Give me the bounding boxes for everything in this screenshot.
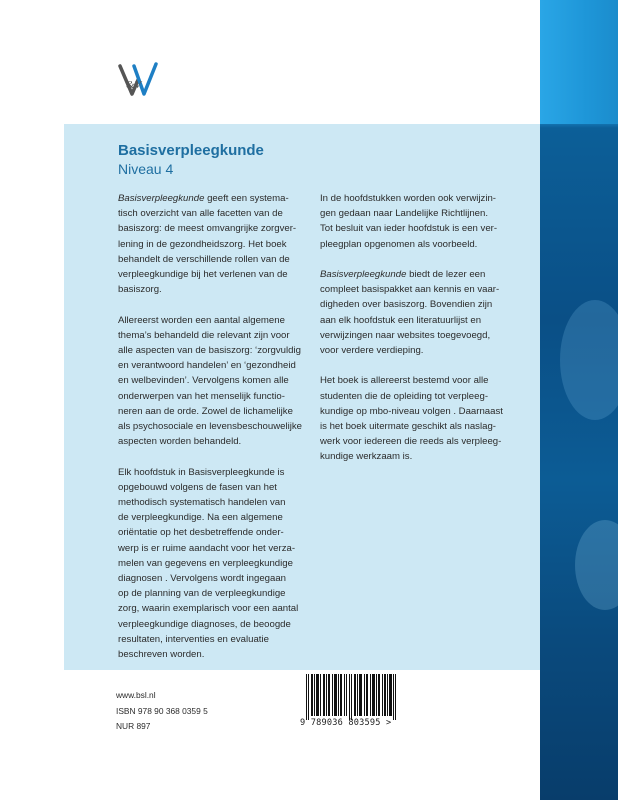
book-title-inline: Basisverpleegkunde: [320, 269, 407, 280]
right-text-column: [320, 191, 520, 480]
barcode-icon: [298, 672, 408, 752]
paragraph: [118, 191, 318, 297]
cover-photo-strip-top: [540, 0, 618, 124]
book-title-inline: Basisverpleegkunde: [118, 193, 205, 204]
book-subtitle: Niveau 4: [118, 161, 174, 177]
paragraph: [320, 267, 520, 358]
paragraph: In de hoofdstukken worden ook verwijzin- gen gedaan naar Landelijke Richtlijnen. Tot besluit van ieder hoofdstuk is een ver- pleegplan opgenomen als voorbeeld.: [320, 193, 498, 250]
paragraph: Allereerst worden een aantal algemene thema’s behandeld die relevant zijn voor alle aspecten van de basiszorg: ‘zorgvuldig en verantwoord handelen’ en ‘gezondheid en welbevinden’. Vervolgens komen alle onderwerpen van het menselijk functio- neren aan de orde. Zowel de lichamelijke als psychosociale en levensbeschouwelijke aspecten worden behandeld.: [118, 314, 302, 448]
publisher-info: [116, 688, 208, 735]
publisher-url[interactable]: www.bsl.nl: [116, 690, 156, 700]
left-text-column: [118, 191, 318, 677]
logo-mark: &V: [126, 79, 142, 91]
avv-logo-icon: [116, 58, 160, 102]
paragraph-text: biedt de lezer een compleet basispakket aan kennis en vaar- digheden over basiszorg. Bovendien zijn aan elk hoofdstuk een literatuurlijst en verwijzingen naar websites toegevoegd, voor verdere verdieping.: [320, 269, 500, 357]
nur-code: NUR 897: [116, 721, 151, 731]
isbn: ISBN 978 90 368 0359 5: [116, 705, 208, 716]
book-title: Basisverpleegkunde: [118, 142, 264, 159]
paragraph: Elk hoofdstuk in Basisverpleegkunde is opgebouwd volgens de fasen van het methodisch systematisch handelen van de verpleegkundige. Na een algemene oriëntatie op het desbetreffende onder- werp is er ruime aandacht voor het verza- melen van gegevens en verpleegkundige diagnosen . Vervolgens wordt ingegaan op de planning van de verpleegkundige zorg, waarin exemplarisch voor een aantal verpleegkundige diagnoses, de beoogde resultaten, interventies en evaluatie beschreven worden.: [118, 466, 299, 661]
paragraph: Het boek is allereerst bestemd voor alle studenten die de opleiding tot verpleeg- kundige op mbo-niveau volgen . Daarnaast is het boek uitermate geschikt als naslag- werk voor iedereen die reeds als verpleeg- kundige werkzaam is.: [320, 375, 503, 463]
paragraph-text: geeft een systema- tisch overzicht van alle facetten van de basiszorg: de meest omvangrijke zorgver- lening in de gezondheidszorg. Het boek behandelt de verschillende rollen van de verpleegkundige bij het verlenen van de basiszorg.: [118, 193, 297, 296]
barcode-number: 9 789036 803595 >: [300, 718, 392, 728]
